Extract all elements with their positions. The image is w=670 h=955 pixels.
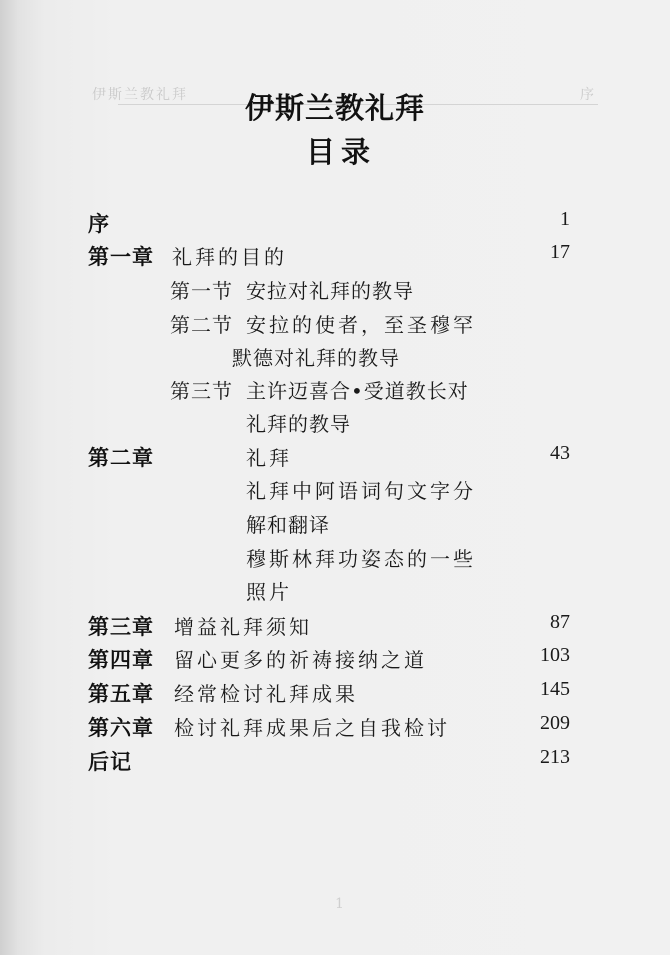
toc-entry-chapter-2-sub-2[interactable] <box>0 543 670 575</box>
chapter-label: 第三章 <box>88 615 154 639</box>
chapter-label: 第五章 <box>88 682 154 706</box>
section-title-line-2: 礼拜的教导 <box>246 412 351 436</box>
page-number: 1 <box>560 208 570 230</box>
running-header-bleedthrough: 伊斯兰教礼拜 <box>92 87 188 103</box>
section-label: 第三节 <box>170 379 233 403</box>
book-title: 伊斯兰教礼拜 <box>244 91 425 125</box>
subsection-title-line-1: 礼拜中阿语词句文字分 <box>246 479 476 503</box>
toc-entry-chapter-2-sub-2-continued <box>0 576 670 608</box>
page-number: 87 <box>550 611 570 633</box>
chapter-label: 第一章 <box>88 245 154 269</box>
subsection-title-line-1: 穆斯林拜功姿态的一些 <box>246 547 476 571</box>
section-title-line-1: 安拉的使者，至圣穆罕 <box>246 313 476 337</box>
entry-label: 序 <box>88 212 110 236</box>
chapter-title: 增益礼拜须知 <box>174 615 312 639</box>
page-number: 209 <box>540 712 570 734</box>
page-number: 103 <box>540 644 570 666</box>
section-title-line-2: 默德对礼拜的教导 <box>232 346 400 370</box>
toc-entry-chapter-2[interactable] <box>0 442 670 474</box>
page-number-bleedthrough: 1 <box>335 896 344 912</box>
page-number: 145 <box>540 678 570 700</box>
chapter-label: 第二章 <box>88 446 154 470</box>
subsection-title-line-2: 照片 <box>246 580 292 604</box>
toc-entry-chapter-1[interactable] <box>0 241 670 273</box>
section-label: 第二节 <box>170 313 233 337</box>
toc-entry-preface[interactable] <box>0 208 670 240</box>
chapter-title: 留心更多的祈祷接纳之道 <box>174 648 427 672</box>
chapter-title: 经常检讨礼拜成果 <box>174 682 358 706</box>
subsection-title-line-2: 解和翻译 <box>246 513 330 537</box>
chapter-label: 第四章 <box>88 648 154 672</box>
toc-entry-chapter-2-sub-1[interactable] <box>0 475 670 507</box>
entry-label: 后记 <box>88 750 132 774</box>
toc-entry-chapter-4[interactable] <box>0 644 670 676</box>
toc-entry-chapter-5[interactable] <box>0 678 670 710</box>
chapter-title: 礼拜 <box>246 446 292 470</box>
toc-entry-section-1-2[interactable] <box>0 309 670 341</box>
toc-entry-chapter-6[interactable] <box>0 712 670 744</box>
page-number: 17 <box>550 241 570 263</box>
chapter-title: 检讨礼拜成果后之自我检讨 <box>174 716 450 740</box>
toc-entry-section-1-2-continued <box>0 342 670 374</box>
chapter-title: 礼拜的目的 <box>172 245 287 269</box>
toc-entry-section-1-3-continued <box>0 408 670 440</box>
section-title-line-1: 主许迈喜合•受道教长对 <box>246 379 469 403</box>
chapter-label: 第六章 <box>88 716 154 740</box>
page-number: 43 <box>550 442 570 464</box>
running-header-section-bleedthrough: 序 <box>580 87 594 103</box>
toc-entry-chapter-3[interactable] <box>0 611 670 643</box>
toc-entry-section-1-3[interactable] <box>0 375 670 407</box>
page-number: 213 <box>540 746 570 768</box>
toc-entry-chapter-2-sub-1-continued <box>0 509 670 541</box>
toc-heading: 目录 <box>305 135 376 169</box>
section-title: 安拉对礼拜的教导 <box>246 279 414 303</box>
toc-entry-afterword[interactable] <box>0 746 670 778</box>
section-label: 第一节 <box>170 279 233 303</box>
toc-entry-section-1-1[interactable] <box>0 275 670 307</box>
